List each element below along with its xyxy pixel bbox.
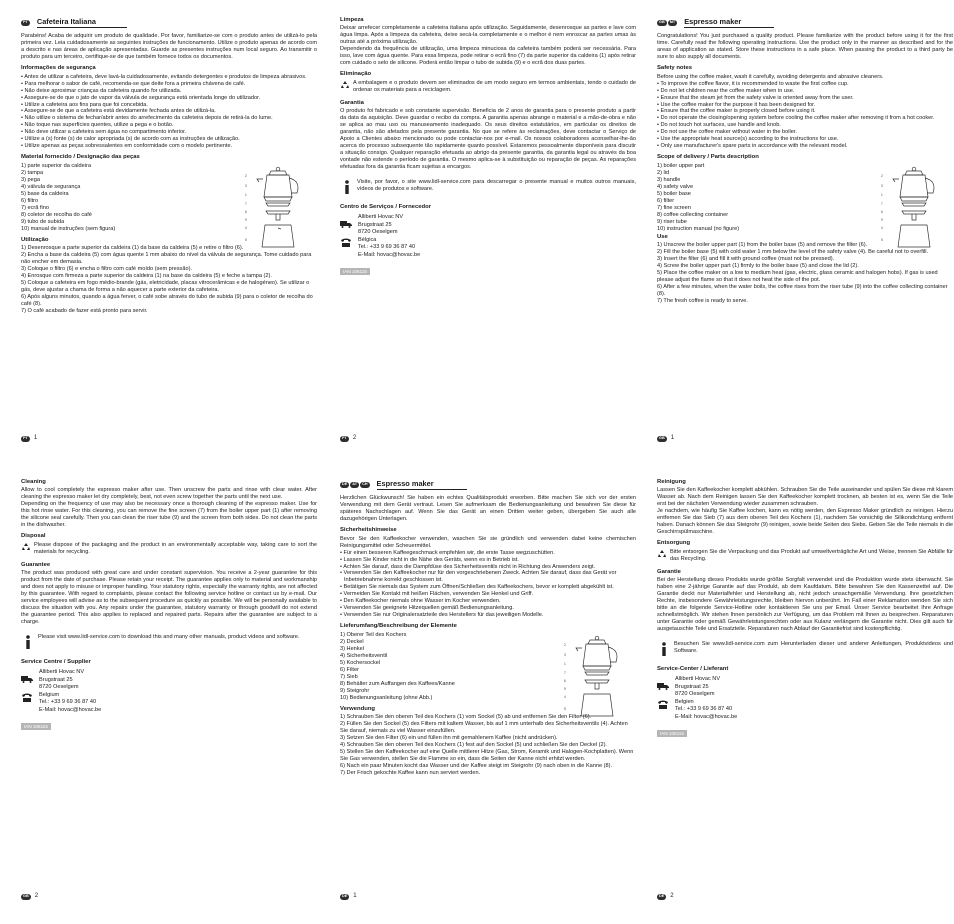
section-heading: Verwendung	[340, 705, 376, 712]
info-row	[340, 179, 636, 195]
address-line: Alliberti Hovac NV	[39, 669, 85, 676]
list-item: 6) Nach ein paar Minuten kocht das Wasser und der Kaffee steigt im Steigrohr (9) nach oben in die Kanne (8).	[340, 762, 613, 769]
language-badge: PT	[23, 436, 28, 441]
disposal-text: A embalagem e o produto devem ser eliminados de um modo seguro em termos ambientais, tendo o cuidado de ordenar os materiais para a reciclagem.	[353, 79, 636, 93]
phone-icon	[657, 700, 669, 709]
section-heading: Garantia	[340, 99, 364, 106]
intro-text: Parabéns! Acaba de adquirir um produto de qualidade. Por favor, familiarize-se com o produto antes de utilizá-lo pela primeira vez. Leia cuidadosamente as seguintes instruções de funcionamento. Utilize o produto apenas de acordo com a descrito e nas áreas de aplicação apresentadas. Guarde as presentes instruções num local seguro. Ao transmitir o produto para um terceiro, certifique-se de que também fornece todos os documentos.	[21, 33, 317, 61]
address-line: Tel.: +33 9 69 36 87 40	[39, 699, 97, 706]
address-block	[358, 214, 420, 259]
language-badge: PT	[23, 20, 28, 25]
language-badge: MT	[669, 20, 676, 25]
list-item: 2) Deckel	[340, 638, 364, 645]
svg-text:9: 9	[245, 217, 247, 222]
language-badge: DE	[342, 482, 348, 487]
list-item: • Achten Sie darauf, dass die Dampfdüse des Sicherheitsventils nicht in Richtung des Anwenders zeigt.	[340, 564, 636, 571]
disposal-row	[340, 80, 636, 96]
list-item: • To improve the coffee flavor, it is recommended to waste the first coffee cup.	[657, 81, 953, 88]
list-item: 3) handle	[657, 176, 681, 183]
list-item: • Für einen besseren Kaffeegeschmack empfehlen wir, die erste Tasse wegzuschütten.	[340, 550, 636, 557]
svg-text:5: 5	[245, 237, 247, 242]
page-header	[21, 17, 317, 28]
recycle-icon	[340, 80, 350, 90]
list-item: 2) tampa	[21, 169, 44, 176]
svg-text:7: 7	[245, 201, 247, 206]
section-heading: Scope of delivery / Parts description	[657, 154, 759, 161]
page-footer	[21, 893, 38, 901]
address-line: E-Mail: hovac@hovac.be	[675, 713, 738, 720]
page-footer	[657, 435, 674, 443]
guarantee-text: Bei der Herstellung dieses Produkts wurde größte Sorgfalt verwendet und die Produktion wurde stets überwacht. Sie haben eine 2-jährige Garantie auf das Produkt, ab dem Kaufdatum. Bitte bewahren Sie den Kassenzettel auf. Die Garantie deckt nur Materialfehler und Herstellung ab, nicht jedoch unsachgemäße Verwendung. Ihre gesetzlichen Rechte, insbesondere Gewährleistungsrechte, bleiben hiervon unberührt. Im Fall einer Reklamation wenden Sie sich bitte an die folgende Service-Hotline oder kontaktieren Sie uns per Email. Unser Service bearbeitet Ihre Anfrage schnellstmöglich. Wir stehen Ihnen persönlich zur Verfügung, um das Problem mit Ihnen zu besprechen. Reparaturen unter Garantie oder gemäß Gewährleistungsrechten oder aus Kulanz verlängern die Garantie nicht. Dies gilt auch für ausgetauschte Teile und Ersatzteile. Reparaturen nach Ablauf der Garantiefrist sind kostenpflichtig.	[657, 576, 953, 632]
address-line: 8720 Oeselgem	[675, 691, 715, 698]
page-de-2	[657, 479, 953, 738]
list-item: 9) tubo de subida	[21, 218, 65, 225]
page-title: Espresso maker	[377, 479, 467, 490]
list-item: 3) Setzen Sie den Filter (6) ein und füllen ihn mit gemahlenem Kaffee (nicht andrücken).	[340, 734, 558, 741]
list-item: 1) Oberer Teil des Kochers	[340, 631, 407, 638]
list-item: • Lassen Sie Kinder nicht in die Nähe des Geräts, wenn es in Betrieb ist.	[340, 557, 636, 564]
list-item: 6) Filter	[340, 666, 359, 673]
section-heading: Cleaning	[21, 479, 46, 485]
list-item: 6) After a few minutes, when the water boils, the coffee rises from the riser tube (9) into the coffee collecting container (8).	[657, 283, 948, 297]
use-steps	[340, 714, 636, 777]
address-line: Belgien	[675, 698, 694, 705]
page-footer	[657, 893, 674, 901]
list-item: • Utilize apenas as peças sobressalentes em conformidade com o modelo pertinente.	[21, 143, 317, 150]
section-heading: Entsorgung	[657, 540, 691, 547]
svg-text:3: 3	[245, 183, 247, 188]
section-heading: Informações de segurança	[21, 65, 96, 72]
svg-text:9: 9	[881, 217, 883, 222]
list-item: • Do not touch hot surfaces, use handle and knob.	[657, 122, 953, 129]
section-heading: Garantie	[657, 568, 681, 575]
list-item: 9) Steigrohr	[340, 687, 370, 694]
svg-text:4: 4	[881, 225, 883, 230]
page-footer	[340, 893, 357, 901]
language-badge: CH	[362, 482, 368, 487]
address-line: Tel.: +33 9 69 36 87 40	[358, 244, 416, 251]
disposal-text: Bitte entsorgen Sie die Verpackung und das Produkt auf umweltverträgliche Art und Weise, trennen Sie Abfälle für das Recycling.	[670, 548, 953, 562]
page-pt-1	[21, 17, 317, 315]
section-heading: Sicherheitshinweise	[340, 527, 397, 534]
info-row	[657, 641, 953, 657]
list-item: 5) Kochersockel	[340, 659, 381, 666]
list-item: 7) O café acabado de fazer está pronto para servir.	[21, 307, 148, 314]
language-badge: AT	[352, 482, 358, 487]
page-number: 2	[670, 893, 674, 899]
truck-icon	[21, 675, 33, 683]
cleaning-text: Deixar arrefecer completamente a cafeteira italiana após utilização. Seguidamente, desenrosque as partes e lave com água limpa. Após a limpeza da cafeteira, deixe secá-la completamente e o melhor é nem enroscar as partes umas às outras até a próxima utilização. Dependendo da frequência de utilização, uma limpeza minuciosa da cafeteira também poderá ser necessária. Para isso, lave com água quente. Para essa limpeza, pode retirar o ecrã fino (7) da parte superior da caldeira (1) após retirar com cuidado o selo de silicone. Poderá então limpar o tubo de subida (9) e o ecrã dos duas partes.	[340, 25, 636, 67]
section-heading: Centro de Serviços / Fornecedor	[340, 203, 432, 210]
list-item: 4) Enrosque com firmeza a parte superior da caldeira (1) na base da caldeira (5) e feche a tampa (2).	[21, 272, 272, 279]
list-item: • Only use manufacturer's spare parts in accordance with the relevant model.	[657, 143, 953, 150]
coffee-maker-illustration	[562, 632, 632, 722]
disposal-text: Please dispose of the packaging and the product in an environmentally acceptable way, taking care to sort the materials for recycling.	[34, 541, 317, 555]
list-item: 2) Fill the boiler base (5) with cold water 1 mm below the level of the safety valve (4). Be careful not to overfill.	[657, 248, 929, 255]
list-item: • Assegure-se de que o jato de vapor da válvula de segurança está orientada longe do utilizador.	[21, 95, 317, 102]
address-line: Alliberti Hovac NV	[358, 214, 404, 221]
list-item: 8) coffee collecting container	[657, 211, 729, 218]
list-item: • Antes de utilizar a cafeteira, deve lavá-la cuidadosamente, evitando detergentes e produtos de limpeza abrasivos.	[21, 74, 317, 81]
ian-label: IAN 106115	[21, 723, 51, 731]
list-item: 4) safety valve	[657, 183, 694, 190]
list-item: 1) parte superior da caldeira	[21, 162, 91, 169]
list-item: • Betätigen Sie niemals das System zum Öffnen/Schließen des Kaffeekochers, bevor er komplett abgekühlt ist.	[340, 584, 636, 591]
address-line: Alliberti Hovac NV	[675, 676, 721, 683]
language-badge: PT	[342, 436, 347, 441]
section-heading: Lieferumfang/Beschreibung der Elemente	[340, 623, 457, 630]
svg-text:6: 6	[564, 678, 566, 683]
recycle-icon	[657, 549, 667, 559]
cleaning-text: Allow to cool completely the espresso maker after use. Then unscrew the parts and rinse with clear water. After cleaning the espresso maker let dry completely, best, not even screw together the parts until the next use. Depending on the frequency of use may also be necessary once a thorough cleaning of the espresso maker. Use for this hot rinse water. For this cleaning, you can remove the fine screen (7) from the boiler upper part (1) after removing the silicone seal carefully. Then you can clean the riser tube (9) and the screen from both sides. Do not clean the parts in the dishwasher.	[21, 487, 317, 529]
list-item: 7) ecrã fino	[21, 204, 49, 211]
list-item: • Vermeiden Sie Kontakt mit heißen Flächen, verwenden Sie Henkel und Griff.	[340, 591, 636, 598]
svg-text:6: 6	[245, 209, 247, 214]
coffee-maker-illustration	[243, 163, 313, 253]
language-badge: DE	[659, 894, 665, 899]
list-item: 5) Coloque a cafeteira em fogo médio-brande (gás, eletricidade, placas vitrocerâmicas e de halogéneo). Se utilizar o gás, deve ajustar a chama de forma a não aquecer a parte exterior da cafeteira.	[21, 279, 310, 293]
list-item: 5) base da caldeira	[21, 190, 69, 197]
page-number: 2	[352, 435, 357, 441]
list-item: • Den Kaffeekocher niemals ohne Wasser im Kocher verwenden.	[340, 598, 636, 605]
list-item: 2) Encha a base da caldeira (5) com água quente 1 mm abaixo do nível da válvula de segurança. Tome cuidado para não encher em demasia.	[21, 251, 312, 265]
list-item: • Para melhorar o sabor de café, recomenda-se que deite fora a primeira chávena de café.	[21, 81, 317, 88]
list-item: 4) Screw the boiler upper part (1) firmly to the boiler base (5) and close the lid (2).	[657, 262, 859, 269]
safety-list	[21, 74, 317, 151]
page-number: 1	[670, 435, 675, 441]
section-heading: Reinigung	[657, 479, 686, 485]
svg-text:5: 5	[564, 706, 566, 711]
ian-label: IAN 106115	[657, 730, 687, 738]
guarantee-text: The product was produced with great care and under constant supervision. You receive a 2-year guarantee for this product from the date of purchase. Please retain your receipt. The guarantee applies only to material and workmanship and does not apply to misuse or improper handling. Your statutory rights, especially the warranty rights, are not affected by this guarantee. With regard to complaints, please contact the following service hotline or contact us by e-mail. Our service employees will advise as to the subsequent procedure as quickly as possible. We will be personally available to discuss the situation with you. Any repairs under the guarantee, statutory warranty or through goodwill do not extend the guarantee period. This also applies to replaced and repaired parts. Repairs after the guarantee are subject to a charge.	[21, 570, 317, 625]
use-steps	[21, 245, 317, 315]
page-title: Cafeteira Italiana	[37, 17, 127, 28]
page-header	[340, 479, 636, 490]
safety-intro: Bevor Sie den Kaffeekocher verwenden, waschen Sie sie gründlich und verwenden dabei keine chemischen Reinigungsmittel oder Scheuermittel.	[340, 535, 636, 549]
address-line: E-Mail: hovac@hovac.be	[358, 251, 421, 258]
list-item: • Não deixe aproximar crianças da cafeteira quando for utilizada.	[21, 88, 317, 95]
phone-icon	[21, 693, 33, 702]
language-badge: GB	[659, 20, 665, 25]
svg-text:5: 5	[881, 237, 883, 242]
list-item: 10) manual de instruções (sem figura)	[21, 225, 116, 232]
truck-icon	[340, 220, 352, 228]
disposal-row	[657, 549, 953, 565]
list-item: 3) Insert the filter (6) and fill it with ground coffee (must not be pressed).	[657, 255, 835, 262]
page-pt-2	[340, 17, 636, 276]
list-item: • Não toque nas superfícies quentes, utilize a pega e o botão.	[21, 122, 317, 129]
list-item: 3) Coloque o filtro (6) e encha o filtro com café moído (sem pressão).	[21, 265, 192, 272]
list-item: • Ensure that the steam jet from the safety valve is oriented away from the user.	[657, 95, 953, 102]
list-item: • Utilize a cafeteira aos fins para que foi concebida.	[21, 102, 317, 109]
list-item: • Assegure-se de que a cafeteira está devidamente fechada antes de utilizá-la.	[21, 108, 317, 115]
section-heading: Safety notes	[657, 65, 693, 72]
list-item: • Não deve utilizar a cafeteira sem água no compartimento inferior.	[21, 129, 317, 136]
address-line: Belgium	[39, 691, 60, 698]
svg-text:4: 4	[564, 694, 566, 699]
language-badge: GB	[23, 894, 29, 899]
svg-text:1: 1	[564, 661, 566, 666]
list-item: 4) válvula de segurança	[21, 183, 81, 190]
list-item: • Utilize a (s) fonte (s) de calor apropriada (s) de acordo com as instruções de utilização.	[21, 136, 317, 143]
address-line: Tel.: +33 9 69 36 87 40	[675, 706, 733, 713]
service-contact	[657, 676, 953, 721]
svg-text:4: 4	[245, 225, 247, 230]
page-title: Espresso maker	[684, 17, 774, 28]
section-heading: Material fornecido / Designação das peças	[21, 154, 140, 161]
svg-text:1: 1	[245, 192, 247, 197]
list-item: 9) riser tube	[657, 218, 687, 225]
list-item: • Ensure that the coffee maker is properly closed before using it.	[657, 108, 953, 115]
list-item: 6) Após alguns minutos, quando a água ferver, o café sobe através do tubo de subida (9) para o coletor de recolha do café (8).	[21, 293, 313, 307]
list-item: 6) filtro	[21, 197, 39, 204]
list-item: 4) Schrauben Sie den oberen Teil des Kochers (1) fest auf den Sockel (5) und schließen Sie den Deckel (2).	[340, 741, 607, 748]
page-gb-1	[657, 17, 953, 305]
svg-text:1: 1	[881, 192, 883, 197]
service-contact	[21, 669, 317, 714]
section-heading: Service-Center / Lieferant	[657, 665, 729, 672]
info-icon	[340, 179, 354, 195]
address-line: Bélgica	[358, 236, 377, 243]
guarantee-text: O produto foi fabricado e sob constante supervisão. Beneficia de 2 anos de garantia para o presente produto a partir da data da aquisição. Deve guardar o recibo da compra. A garantia apenas abrange o material e a mão-de-obra e não se aplica ao mau uso ou manuseamento inadequado. Os seus direitos estatutários, em particular os direitos de garantia, não são afetados pela presente garantia. No que se refere às reclamações, deve contactar o Serviço de Apoio a Clientes abaixo mencionado ou pode contactar-nos por e-mail. Os nossos colaboradores aconselhar-lhe-ão acerca do processo subsequente tão rapidamente quanto possível. Estaremos pessoalmente disponíveis para discutir a situação consigo. Qualquer reparação efetuada ao abrigo da presente garantia, da garantia legal ou através da boa vontade não estende o período de garantia. O mesmo aplica-se à substituição ou reparação de peças. As reparações efetuadas fora da garantia ficam sujeitas a encargos.	[340, 108, 636, 170]
section-heading: Limpeza	[340, 17, 364, 23]
section-heading: Service Centre / Supplier	[21, 658, 91, 665]
list-item: 5) Stellen Sie den Kaffeekocher auf eine Quelle mittlerer Hitze (Gas, Strom, Keramik und Halogen-Kochplatten). Wenn Sie Gas verwenden, stellen Sie die Flamme so ein, dass die Seiten der Kanne nicht erhitzt werden.	[340, 748, 634, 762]
list-item: • Verwenden Sie den Kaffeekocher nur für den vorgeschriebenen Zweck. Achten Sie darauf, dass das Gerät vor Inbetriebnahme korrekt geschlossen ist.	[340, 570, 636, 584]
truck-icon	[657, 682, 669, 690]
list-item: 5) boiler base	[657, 190, 691, 197]
intro-text: Congratulations! You just purchased a quality product. Please familiarize with the product before using it for the first time. Carefully read the following operating instructions. Use the product only in the manner as described and for the areas of application as stated. Store these instructions in a safe place. When passing the product to a third party be sure to also supply all documents.	[657, 33, 953, 61]
info-row	[21, 634, 317, 650]
list-item: • Não utilize o sistema de fechar/abrir antes do arrefecimento da cafeteira depois de retirá-la do lume.	[21, 115, 317, 122]
info-text: Visite, por favor, o site www.lidl-service.com para descarregar o presente manual e muitos outros manuais, vídeos de produtos e software.	[357, 178, 636, 192]
recycle-icon	[21, 542, 31, 552]
page-de-1	[340, 479, 636, 777]
intro-text: Herzlichen Glückwunsch! Sie haben ein echtes Qualitätsprodukt erworben. Bitte machen Sie sich vor der ersten Verwendung mit dem Gerät vertraut. Lesen Sie aufmerksam die Bedienungsanleitung und bewahren Sie diese für späteres Nachschlagen auf. Wenn Sie das Gerät an einen Dritten weiter geben, übergeben Sie auch alle dazugehörigen Unterlagen.	[340, 495, 636, 523]
address-block	[675, 676, 737, 721]
list-item: • Verwenden Sie geeignete Hitzequellen gemäß Bedienungsanleitung.	[340, 605, 636, 612]
svg-text:7: 7	[881, 201, 883, 206]
disposal-row	[21, 542, 317, 558]
list-item: 1) Unscrew the boiler upper part (1) from the boiler base (5) and remove the filter (6).	[657, 241, 868, 248]
language-badge: DE	[342, 894, 348, 899]
page-gb-2	[21, 479, 317, 731]
page-number: 1	[33, 435, 38, 441]
list-item: • Use the coffee maker for the purpose it has been designed for.	[657, 102, 953, 109]
section-heading: Eliminação	[340, 71, 372, 78]
list-item: 7) Der Frisch gekochte Kaffee kann nun serviert werden.	[340, 769, 481, 776]
list-item: 6) filter	[657, 197, 675, 204]
list-item: 2) lid	[657, 169, 670, 176]
address-line: 8720 Oeselgem	[39, 684, 79, 691]
svg-text:9: 9	[564, 686, 566, 691]
list-item: 3) pega	[21, 176, 40, 183]
address-line: Brugstraat 25	[39, 676, 73, 683]
language-badge: GB	[659, 436, 665, 441]
svg-text:2: 2	[564, 642, 566, 647]
list-item: 7) The fresh coffee is ready to serve.	[657, 297, 748, 304]
svg-text:7: 7	[564, 670, 566, 675]
list-item: 10) Bedienungsanleitung (ohne Abb.)	[340, 694, 433, 701]
list-item: 5) Place the coffee maker on a low to medium heat (gas, electric, glass ceramic and halogen hobs). If gas is used please adjust the flame so that it does not heat the side of the pot.	[657, 269, 938, 283]
list-item: • Verwenden Sie nur Originalersatzteile des Herstellers für das jeweiligen Modelle.	[340, 612, 636, 619]
svg-text:3: 3	[881, 183, 883, 188]
section-heading: Disposal	[21, 533, 46, 540]
list-item: 7) fine screen	[657, 204, 691, 211]
ian-label: IAN 106115	[340, 268, 370, 276]
list-item: 7) Sieb	[340, 673, 358, 680]
list-item: • Do not use the coffee maker without water in the boiler.	[657, 129, 953, 136]
address-line: 8720 Oeselgem	[358, 229, 398, 236]
safety-list	[657, 81, 953, 151]
list-item: 1) Desenrosque a parte superior da caldeira (1) da base da caldeira (5) e retire o filtro (6).	[21, 244, 244, 251]
info-icon	[657, 641, 671, 657]
section-heading: Use	[657, 233, 668, 240]
list-item: • Do not let children near the coffee maker when in use.	[657, 88, 953, 95]
svg-text:6: 6	[881, 209, 883, 214]
address-line: E-Mail: hovac@hovac.be	[39, 706, 102, 713]
page-footer	[340, 435, 356, 443]
page-header	[657, 17, 953, 28]
list-item: • Use the appropriate heat source(s) according to the instructions for use.	[657, 136, 953, 143]
section-heading: Guarantee	[21, 561, 51, 568]
list-item: 10) instruction manual (no figure)	[657, 225, 740, 232]
cleaning-text: Lassen Sie den Kaffeekocher komplett abkühlen. Schrauben Sie die Teile auseinander und spülen Sie diese mit klarem Wasser ab. Nach dem Reinigen lassen Sie den Kaffeekocher komplett trocknen, ab besten ist es, wenn Sie die Teile erst bei der nächsten Verwendung wieder zusammen schrauben. Je nachdem, wie häufig Sie Kaffee kochen, kann es nötig werden, den Expresso Maker gründlich zu reinigen. Hierzu entfernen Sie das Sieb (7) aus dem oberen Teil des Kochers (1), nachdem Sie vorsichtig die Silikondichtung entfernt haben. Danach können Sie das Steigrohr (9) reinigen, sowie beide Seiten des Siebs. Geben Sie die Teile niemals in die Geschirrspülmaschine.	[657, 487, 953, 536]
phone-icon	[340, 238, 352, 247]
list-item: 2) Füllen Sie den Sockel (5) des Filters mit kaltem Wasser, bis auf 1 mm unterhalb des Sicherheitsventils (4). Achten Sie darauf, niemals zu viel Wasser einzufüllen.	[340, 720, 628, 734]
list-item: 8) Behälter zum Auffangen des Kaffees/Kanne	[340, 680, 455, 687]
list-item: 3) Henkel	[340, 645, 364, 652]
safety-list	[340, 550, 636, 620]
service-contact	[340, 214, 636, 259]
section-heading: Utilização	[21, 236, 49, 243]
svg-text:3: 3	[564, 652, 566, 657]
info-icon	[21, 634, 35, 650]
list-item: 1) boiler upper part	[657, 162, 705, 169]
page-number: 2	[34, 893, 39, 899]
page-number: 1	[353, 893, 357, 899]
list-item: 8) coletor de recolha do café	[21, 211, 92, 218]
page-footer	[21, 435, 37, 443]
address-line: Brugstraat 25	[675, 683, 709, 690]
svg-text:2: 2	[881, 173, 883, 178]
info-text: Besuchen Sie www.lidl-service.com zum Herunterladen dieser und anderer Anleitungen, Produktvideos und Software.	[674, 640, 953, 654]
list-item: 1) Schrauben Sie den oberen Teil des Kochers (1) vom Sockel (5) ab und entfernen Sie den Filter (6).	[340, 713, 592, 720]
svg-text:2: 2	[245, 173, 247, 178]
info-text: Please visit www.lidl-service.com to download this and many other manuals, product videos and software.	[38, 633, 300, 640]
coffee-maker-illustration	[879, 163, 949, 253]
safety-intro: Before using the coffee maker, wash it carefully, avoiding detergents and abrasive cleaners.	[657, 73, 884, 80]
list-item: • Do not operate the closing/opening system before cooling the coffee maker after removing it from a hot cooker.	[657, 115, 953, 122]
list-item: 4) Sicherheitsventil	[340, 652, 388, 659]
address-line: Brugstraat 25	[358, 221, 392, 228]
address-block	[39, 669, 101, 714]
